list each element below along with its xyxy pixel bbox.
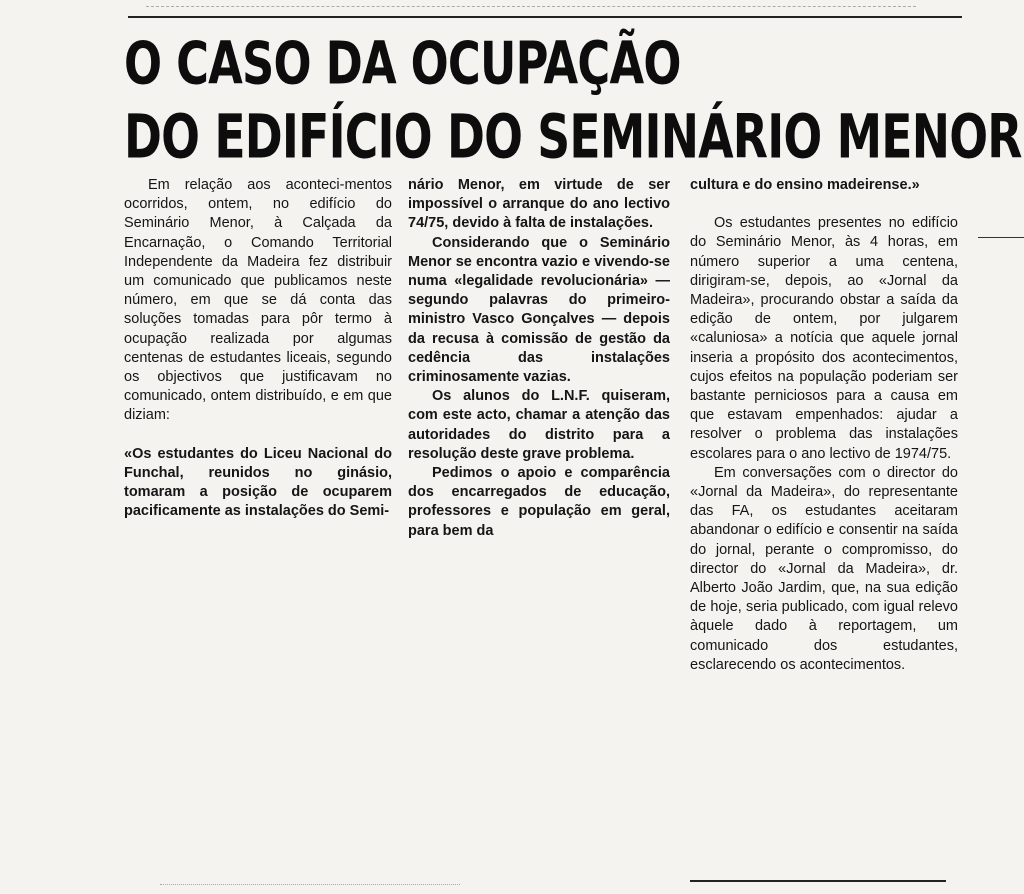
article-column-2 [408, 176, 670, 541]
paragraph-quote-cont: nário Menor, em virtude de ser impossível o arranque do ano lectivo 74/75, devido à falta de instalações. [408, 177, 670, 232]
bottom-rule [690, 880, 946, 882]
bottom-edge-fragment [160, 884, 460, 887]
headline-line-1: O CASO DA OCUPAÇÃO [124, 30, 681, 99]
paragraph-intro: Em relação aos aconteci-mentos ocorridos, ontem, no edifício do Seminário Menor, à Calçada da Encarnação, o Comando Territorial Independente da Madeira fez distribuir um comunicado que publicamos neste número, em que se dá conta das soluções tomadas para pôr termo à ocupação realizada por algumas centenas de estudantes liceais, segundo os objectivos que justificavam no comunicado, ontem distribuído, e em que diziam: [124, 177, 392, 424]
paragraph-quote-appeal: Pedimos o apoio e comparência dos encarregados de educação, professores e população em geral, para bem da [408, 465, 670, 539]
paragraph-quote-end: cultura e do ensino madeirense.» [690, 177, 920, 193]
top-rule [128, 16, 962, 18]
article-column-3 [690, 176, 958, 675]
paragraph-students-newspaper: Os estudantes presentes no edifício do Seminário Menor, às 4 horas, em número superior a uma centena, dirigiram-se, depois, ao «Jornal da Madeira», procurando obstar a saída da edição de ontem, por julgarem «caluniosa» a notícia que aquele jornal inseria a propósito dos acontecimentos, cujos efeitos na população poderiam ser bastante perniciosos para a causa em que estavam empenhados: ajudar a resolver o problema das instalações escolares para o ano lectivo de 1974/75. [690, 215, 958, 462]
top-edge-fragment [146, 6, 916, 13]
paragraph-quote-considering: Considerando que o Seminário Menor se encontra vazio e vivendo-se numa «legalidade revolucionária» — segundo palavras do primeiro-ministro Vasco Gonçalves — depois da recusa à comissão de gestão da cedência das instalações criminosamente vazias. [408, 234, 670, 386]
side-rule [978, 237, 1024, 238]
paragraph-conversations: Em conversações com o director do «Jornal da Madeira», do representante das FA, os estudantes aceitaram abandonar o edifício e consentir na saída do jornal, perante o compromisso, do director do «Jornal da Madeira», dr. Alberto João Jardim, que, na sua edição de hoje, seria publicado, com igual relevo àquele dado à reportagem, um comunicado dos estudantes, esclarecendo os acontecimentos. [690, 464, 958, 673]
paragraph-quote-start: «Os estudantes do Liceu Nacional do Funchal, reunidos no ginásio, tomaram a posição de ocuparem pacificamente as instalações do Semi- [124, 445, 392, 520]
article-column-1 [124, 176, 392, 521]
headline-line-2: DO EDIFÍCIO DO SEMINÁRIO MENOR [124, 101, 1022, 173]
paragraph-quote-students: Os alunos do L.N.F. quiseram, com este acto, chamar a atenção das autoridades do distrito para a resolução deste grave problema. [408, 388, 670, 462]
